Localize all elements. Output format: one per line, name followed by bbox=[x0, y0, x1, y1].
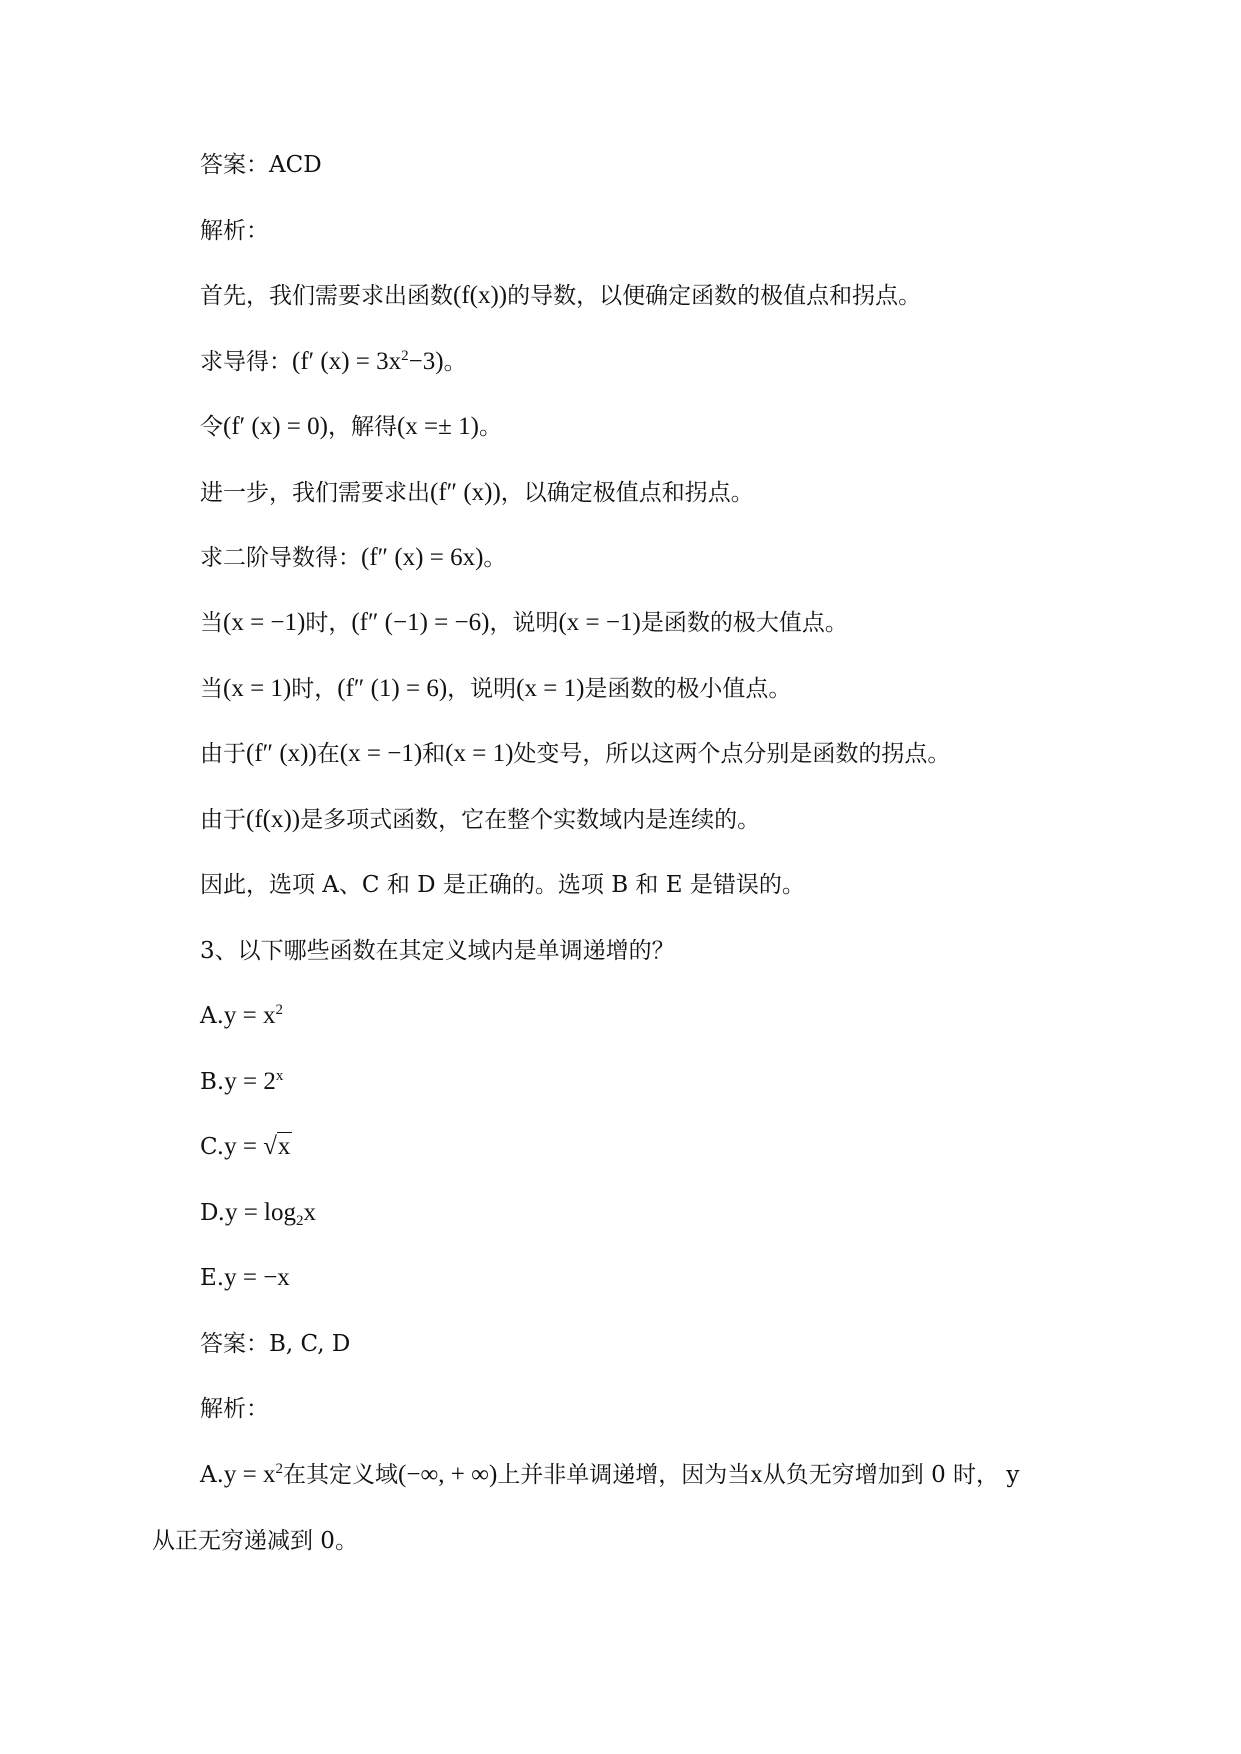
math-part: y = x bbox=[223, 1461, 276, 1488]
analysis-line-4 bbox=[200, 478, 754, 508]
math-expr: (x = 1) bbox=[223, 675, 292, 702]
option-label: B. bbox=[200, 1069, 225, 1095]
question-3 bbox=[200, 936, 675, 966]
option-d bbox=[200, 1198, 316, 1228]
math-expr: (f″ (x)) bbox=[430, 479, 501, 506]
answer-line-q3 bbox=[200, 1329, 350, 1359]
text: 令 bbox=[200, 414, 223, 440]
math-expr bbox=[224, 1002, 283, 1029]
math-part: y = 2 bbox=[224, 1068, 276, 1095]
math-expr bbox=[224, 1068, 283, 1095]
answer-line-q2 bbox=[200, 150, 322, 180]
option-c bbox=[200, 1132, 292, 1162]
text: ，解得 bbox=[327, 414, 397, 440]
analysis-label-text: 解析： bbox=[200, 218, 269, 244]
text: 当 bbox=[200, 676, 223, 702]
text: ，以确定极值点和拐点。 bbox=[500, 480, 754, 506]
text: 从负无穷增加到 0 时， y bbox=[762, 1462, 1020, 1488]
analysis-line-2 bbox=[200, 347, 467, 377]
math-part: (f′ (x) = 3x bbox=[292, 348, 402, 375]
analysis-line-10 bbox=[200, 870, 805, 900]
text: 由于 bbox=[200, 807, 246, 833]
option-e bbox=[200, 1263, 290, 1293]
option-label: D. bbox=[200, 1200, 225, 1226]
text: 是函数的极小值点。 bbox=[584, 676, 792, 702]
math-part: y = log bbox=[224, 1199, 296, 1226]
option-label: A. bbox=[200, 1462, 224, 1488]
text: 首先，我们需要求出函数 bbox=[200, 283, 453, 309]
answer-text: 答案：B, C, D bbox=[200, 1331, 351, 1357]
math-expr: (f(x)) bbox=[453, 282, 508, 309]
text: 当 bbox=[200, 610, 223, 636]
text: 。 bbox=[483, 545, 507, 571]
analysis-label-text: 解析： bbox=[200, 1396, 269, 1422]
conclusion-text: 因此，选项 A、C 和 D 是正确的。选项 B 和 E 是错误的。 bbox=[200, 872, 805, 898]
text: ，说明 bbox=[447, 676, 517, 702]
math-expr: x bbox=[750, 1461, 763, 1488]
option-label: A. bbox=[200, 1003, 224, 1029]
text: 。 bbox=[443, 349, 467, 375]
math-part: x bbox=[303, 1199, 316, 1226]
math-expr: y = −x bbox=[224, 1264, 290, 1291]
explanation-a-continued bbox=[152, 1526, 358, 1556]
math-expr: (f″ (x)) bbox=[246, 740, 317, 767]
superscript: 2 bbox=[275, 1461, 284, 1477]
option-label: E. bbox=[200, 1265, 225, 1291]
analysis-line-6 bbox=[200, 608, 848, 638]
radicand: x bbox=[277, 1133, 291, 1160]
text: 处变号，所以这两个点分别是函数的拐点。 bbox=[513, 741, 951, 767]
math-expr: (x =± 1) bbox=[396, 413, 479, 440]
math-part: y = √ bbox=[224, 1133, 277, 1160]
text: 上并非单调递增，因为当 bbox=[497, 1462, 751, 1488]
text: 从正无穷递减到 0。 bbox=[152, 1528, 358, 1554]
option-a bbox=[200, 1001, 283, 1031]
math-expr: (f(x)) bbox=[246, 806, 301, 833]
question-text: 3、以下哪些函数在其定义域内是单调递增的？ bbox=[200, 938, 675, 964]
math-expr bbox=[224, 1199, 316, 1229]
math-expr: (x = 1) bbox=[516, 675, 585, 702]
math-part: y = x bbox=[223, 1002, 276, 1029]
analysis-label-q3 bbox=[200, 1394, 269, 1424]
superscript: 2 bbox=[275, 1002, 284, 1018]
math-expr: (f″ (1) = 6) bbox=[337, 675, 448, 702]
text: 和 bbox=[422, 741, 446, 767]
subscript: 2 bbox=[295, 1213, 304, 1229]
analysis-line-5 bbox=[200, 543, 506, 573]
option-label: C. bbox=[200, 1134, 225, 1160]
answer-text: 答案：ACD bbox=[200, 152, 322, 178]
analysis-line-9 bbox=[200, 805, 760, 835]
text: 进一步，我们需要求出 bbox=[200, 480, 430, 506]
math-expr: (f′ (x) = 0) bbox=[223, 413, 328, 440]
text: 。 bbox=[478, 414, 502, 440]
text: 时， bbox=[305, 610, 352, 636]
analysis-line-3 bbox=[200, 412, 502, 442]
analysis-line-1 bbox=[200, 281, 921, 311]
text: 由于 bbox=[200, 741, 246, 767]
text: 求导得： bbox=[200, 349, 292, 375]
math-expr: (x = −1) bbox=[558, 609, 641, 636]
explanation-a bbox=[200, 1460, 1019, 1490]
text: ，说明 bbox=[489, 610, 559, 636]
analysis-line-8 bbox=[200, 739, 950, 769]
math-expr: (x = −1) bbox=[339, 740, 423, 767]
text: 的导数，以便确定函数的极值点和拐点。 bbox=[507, 283, 922, 309]
math-expr: (−∞, + ∞) bbox=[398, 1461, 498, 1488]
text: 在其定义域 bbox=[283, 1462, 399, 1488]
math-expr: (x = −1) bbox=[223, 609, 306, 636]
text: 在 bbox=[316, 741, 340, 767]
text: 是多项式函数，它在整个实数域内是连续的。 bbox=[300, 807, 761, 833]
analysis-label bbox=[200, 216, 269, 246]
text: 是函数的极大值点。 bbox=[640, 610, 848, 636]
math-expr bbox=[292, 348, 444, 375]
superscript: x bbox=[275, 1068, 284, 1084]
math-expr: (f″ (x) = 6x) bbox=[361, 544, 484, 571]
math-expr: (x = 1) bbox=[445, 740, 514, 767]
superscript: 2 bbox=[401, 348, 409, 364]
math-expr bbox=[224, 1461, 283, 1488]
text: 时， bbox=[291, 676, 338, 702]
math-expr bbox=[224, 1132, 292, 1160]
math-part: −3) bbox=[408, 348, 444, 375]
option-b bbox=[200, 1067, 283, 1097]
text: 求二阶导数得： bbox=[200, 545, 361, 571]
analysis-line-7 bbox=[200, 674, 791, 704]
math-expr: (f″ (−1) = −6) bbox=[351, 609, 490, 636]
